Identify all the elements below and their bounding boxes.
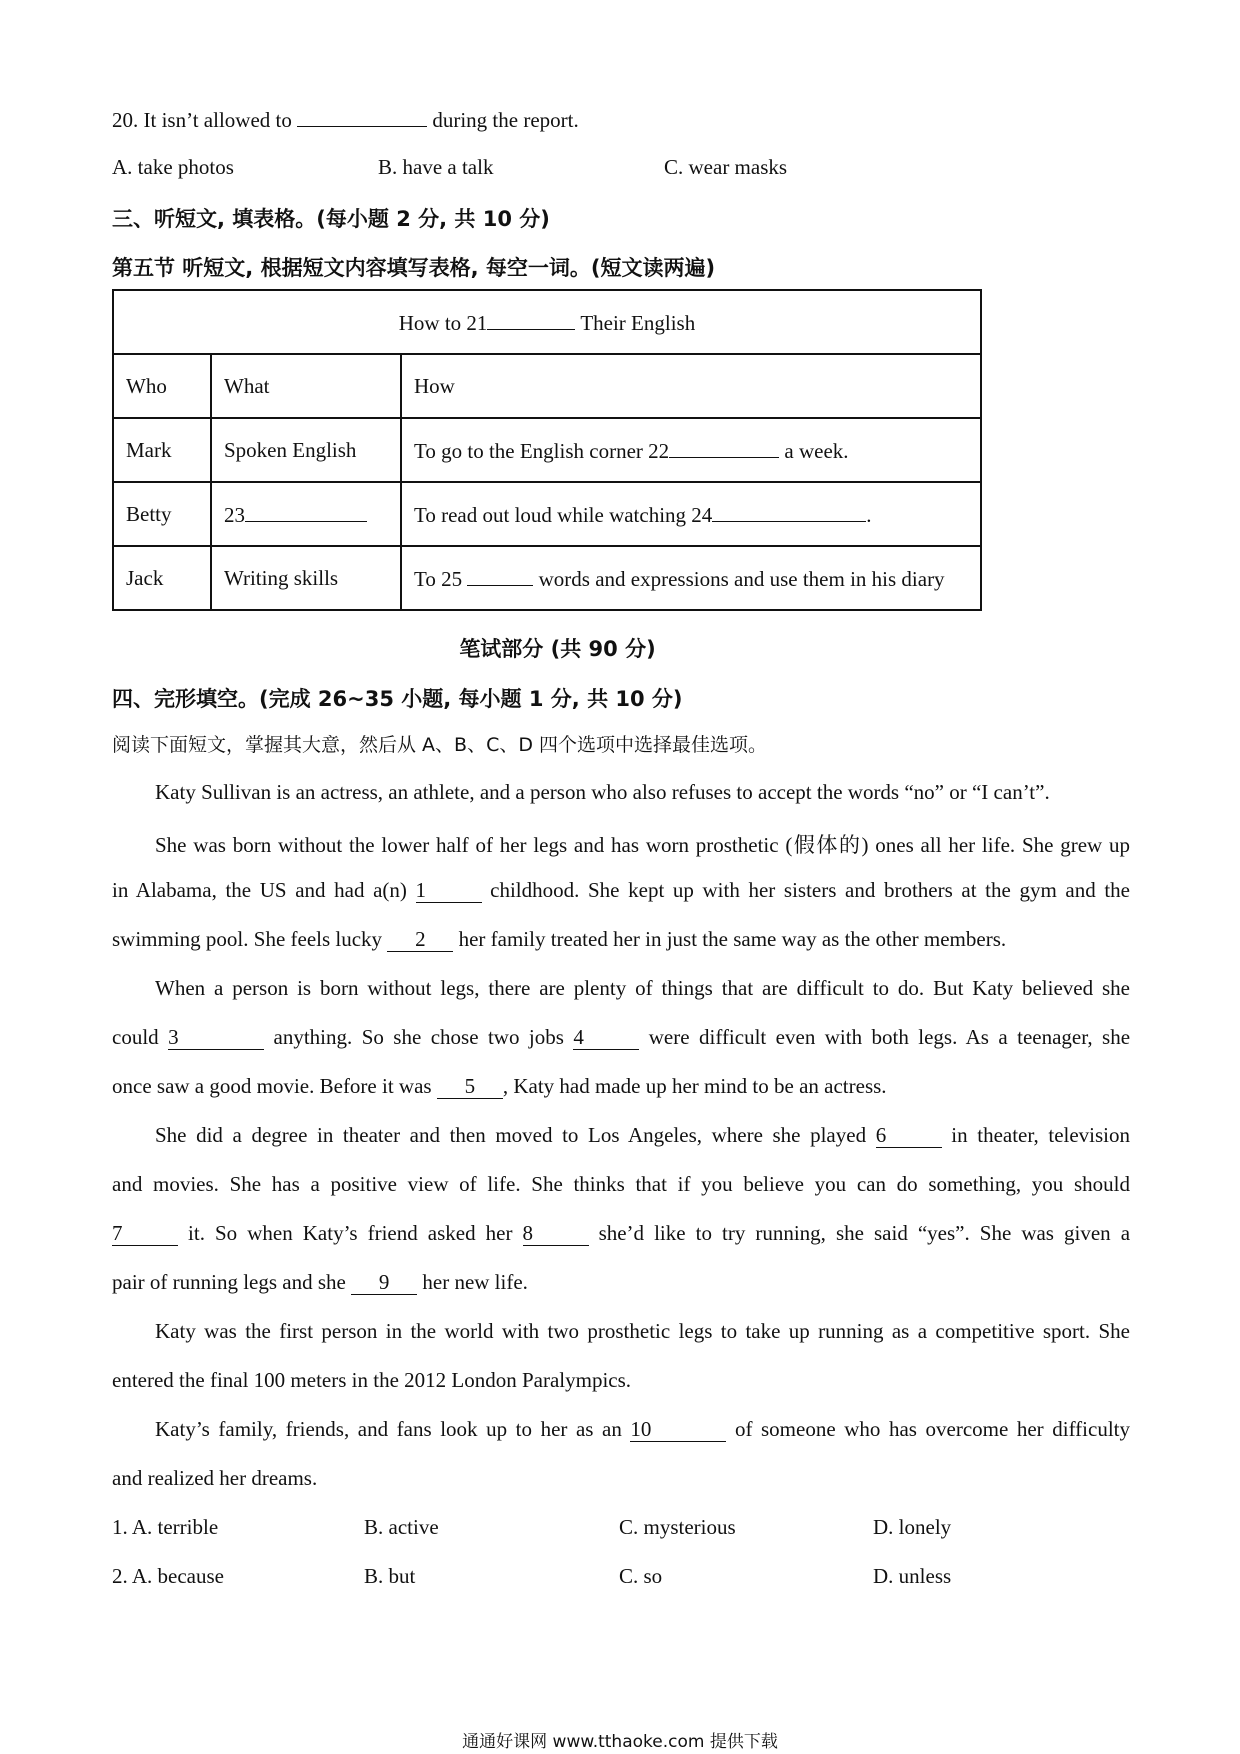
passage-p1: Katy Sullivan is an actress, an athlete, and a person who also refuses to accept the words “no” or “I can’t”. <box>155 780 1050 804</box>
q20-stem-before: 20. It isn’t allowed to <box>112 108 292 132</box>
q2-option-c: C. so <box>619 1564 663 1588</box>
passage-p4-line1 <box>155 1123 1130 1148</box>
text: of someone who has overcome her difficulty <box>734 1417 1130 1441</box>
how-text-after: words and expressions and use them in his diary <box>538 566 945 591</box>
passage-p2-line1: She was born without the lower half of her legs and has worn prosthetic (假体的) ones all her life. She grew up <box>155 833 1130 857</box>
passage-p3-line2 <box>112 1025 1130 1050</box>
table-title-after: Their English <box>580 310 696 335</box>
how-text-after: . <box>866 502 872 527</box>
blank-3: 3 <box>168 1026 264 1050</box>
blank-6: 6 <box>876 1124 942 1148</box>
passage-p2-line3 <box>112 927 1130 952</box>
blank-7: 7 <box>112 1222 178 1246</box>
q2-option-d: D. unless <box>873 1564 952 1588</box>
blank-21 <box>487 309 575 330</box>
text: her new life. <box>422 1270 528 1294</box>
section3-subtitle: 第五节 听短文, 根据短文内容填写表格, 每空一词。(短文读两遍) <box>112 256 716 280</box>
section4-instruction: 阅读下面短文，掌握其大意，然后从 A、B、C、D 四个选项中选择最佳选项。 <box>112 734 768 756</box>
cell-who: Jack <box>113 546 211 610</box>
how-text: To go to the English corner 22 <box>414 438 670 463</box>
q2-option-a: 2. A. because <box>112 1564 224 1588</box>
q20-option-c: C. wear masks <box>664 155 788 179</box>
blank-8: 8 <box>523 1222 589 1246</box>
passage-p4-line2: and movies. She has a positive view of life. She thinks that if you believe you can do something, you should <box>112 1172 1130 1196</box>
how-text: To read out loud while watching 24 <box>414 502 713 527</box>
table-header-row <box>113 354 981 418</box>
text: once saw a good movie. Before it was <box>112 1074 432 1098</box>
blank-1: 1 <box>416 879 482 903</box>
q1-option-a: 1. A. terrible <box>112 1515 219 1539</box>
q20-stem-after: during the report. <box>432 108 579 132</box>
table-row <box>113 418 981 482</box>
blank-25 <box>467 565 533 586</box>
text: anything. So she chose two jobs <box>273 1025 564 1049</box>
passage-p5-line1: Katy was the first person in the world with two prosthetic legs to take up running as a competitive sport. She <box>155 1319 1130 1343</box>
table-title-row <box>113 290 981 354</box>
q2-option-b: B. but <box>364 1564 416 1588</box>
q1-option-d: D. lonely <box>873 1515 952 1539</box>
cell-how <box>401 418 981 482</box>
q20-blank <box>297 106 427 127</box>
blank-23 <box>245 501 367 522</box>
text: it. So when Katy’s friend asked her <box>188 1221 513 1245</box>
blank-4: 4 <box>573 1026 639 1050</box>
text: her family treated her in just the same way as the other members. <box>458 927 1007 951</box>
text: in Alabama, the US and had a(n) <box>112 878 407 902</box>
cell-what: Writing skills <box>211 546 401 610</box>
q20-option-b: B. have a talk <box>378 155 494 179</box>
text: pair of running legs and she <box>112 1270 346 1294</box>
table-title <box>113 290 981 354</box>
text: could <box>112 1025 159 1049</box>
passage-p3-line3 <box>112 1074 1130 1099</box>
text: she’d like to try running, she said “yes”. She was given a <box>598 1221 1131 1245</box>
text: childhood. She kept up with her sisters and brothers at the gym and the <box>490 878 1130 902</box>
how-text: To 25 <box>414 566 463 591</box>
how-text-after: a week. <box>784 438 849 463</box>
blank-23-number: 23 <box>224 502 245 527</box>
blank-10: 10 <box>630 1418 726 1442</box>
cell-who: Betty <box>113 482 211 546</box>
text: were difficult even with both legs. As a teenager, she <box>648 1025 1131 1049</box>
cell-who: Mark <box>113 418 211 482</box>
passage-p2-line2 <box>112 878 1130 903</box>
blank-22 <box>669 437 779 458</box>
blank-9: 9 <box>351 1271 417 1295</box>
passage-p4-line3 <box>112 1221 1130 1246</box>
text: Katy’s family, friends, and fans look up to her as an <box>155 1417 622 1441</box>
cell-what: Spoken English <box>211 418 401 482</box>
passage-p6-line2: and realized her dreams. <box>112 1466 318 1490</box>
text: in theater, television <box>951 1123 1131 1147</box>
text: She did a degree in theater and then moved to Los Angeles, where she played <box>155 1123 867 1147</box>
q1-option-c: C. mysterious <box>619 1515 736 1539</box>
q1-option-b: B. active <box>364 1515 439 1539</box>
header-what: What <box>211 354 401 418</box>
cell-how <box>401 482 981 546</box>
blank-5: 5 <box>437 1075 503 1099</box>
text: swimming pool. She feels lucky <box>112 927 383 951</box>
passage-p6-line1 <box>155 1417 1130 1442</box>
passage-p5-line2: entered the final 100 meters in the 2012 London Paralympics. <box>112 1368 632 1392</box>
table-title-before: How to 21 <box>398 310 488 335</box>
passage-p4-line4 <box>112 1270 1130 1295</box>
written-part-title: 笔试部分 (共 90 分) <box>459 637 656 661</box>
listening-table <box>112 289 982 611</box>
cell-how <box>401 546 981 610</box>
section4-title: 四、完形填空。(完成 26~35 小题, 每小题 1 分, 共 10 分) <box>112 687 683 711</box>
blank-2: 2 <box>387 928 453 952</box>
section3-title: 三、听短文, 填表格。(每小题 2 分, 共 10 分) <box>112 207 550 231</box>
q20-stem <box>112 106 579 133</box>
page-footer: 通通好课网 www.tthaoke.com 提供下载 <box>462 1732 778 1752</box>
cell-what <box>211 482 401 546</box>
header-who: Who <box>113 354 211 418</box>
table-row <box>113 546 981 610</box>
passage-p3-line1: When a person is born without legs, there are plenty of things that are difficult to do. But Katy believed she <box>155 976 1130 1000</box>
header-how: How <box>401 354 981 418</box>
table-row <box>113 482 981 546</box>
blank-24 <box>712 501 866 522</box>
text: , Katy had made up her mind to be an actress. <box>502 1074 887 1098</box>
q20-option-a: A. take photos <box>112 155 234 179</box>
